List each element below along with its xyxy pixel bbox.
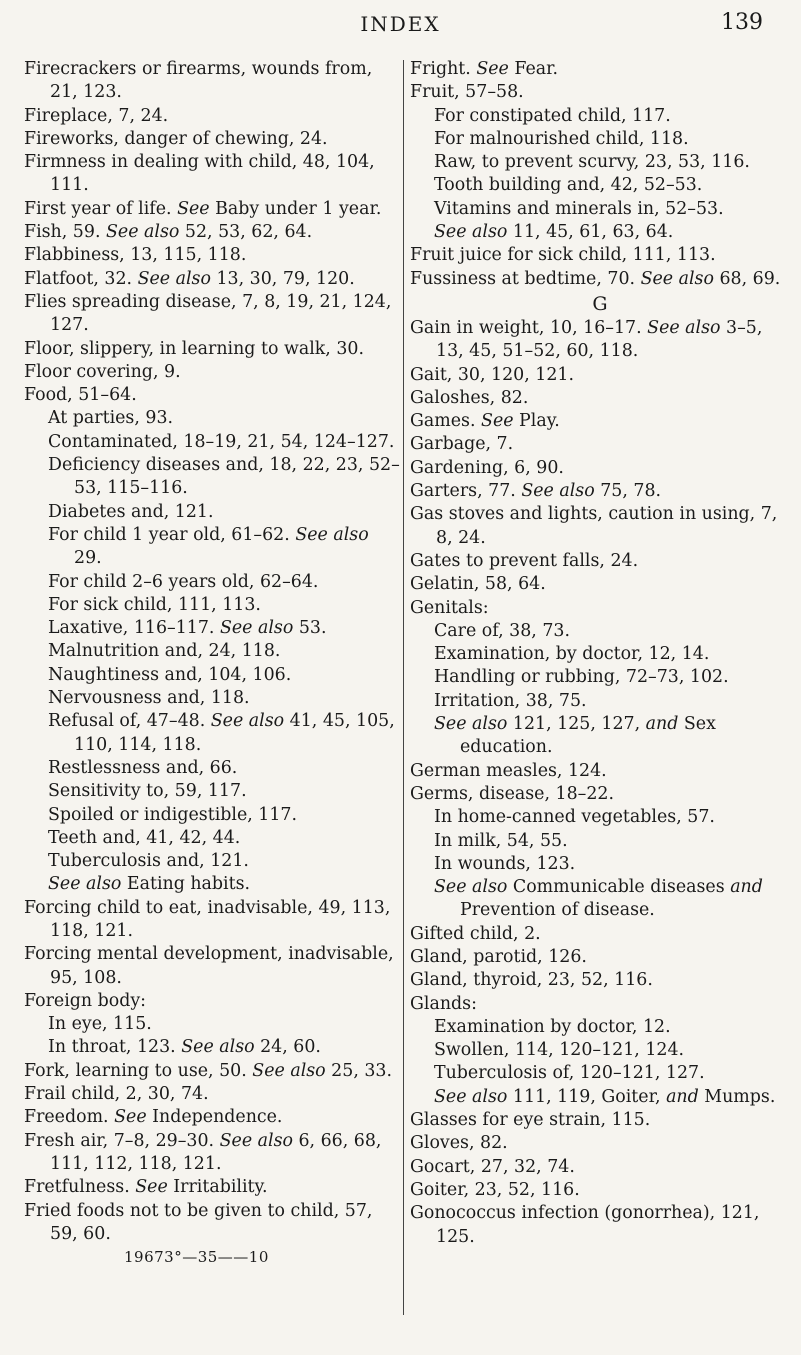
index-subentry: Examination by doctor, 12.	[434, 1016, 671, 1037]
index-subentry: In milk, 54, 55.	[434, 830, 568, 851]
index-entry: German measles, 124.	[410, 760, 607, 781]
running-head: INDEX	[360, 12, 441, 36]
index-subentry: Irritation, 38, 75.	[434, 690, 587, 711]
index-entry: Garters, 77. See also 75, 78.	[410, 481, 662, 502]
index-entry: Gonococcus infection (gonorrhea), 121, 125.	[410, 1203, 760, 1247]
page-number: 139	[721, 10, 763, 35]
index-subentry: Swollen, 114, 120–121, 124.	[434, 1040, 685, 1061]
index-subentry: Laxative, 116–117. See also 53.	[48, 618, 327, 639]
index-subentry: In throat, 123. See also 24, 60.	[48, 1037, 321, 1058]
index-subentry: Malnutrition and, 24, 118.	[48, 641, 281, 662]
index-subentry: Deficiency diseases and, 18, 22, 23, 52–53, 115–116.	[48, 455, 400, 499]
index-entry: Flies spreading disease, 7, 8, 19, 21, 124, 127.	[24, 291, 392, 336]
index-subentry: For malnourished child, 118.	[434, 128, 689, 149]
index-subentry: See also Communicable diseases and Prevention of disease.	[434, 877, 763, 921]
index-entry: Freedom. See Independence.	[24, 1107, 283, 1128]
index-subentry: Raw, to prevent scurvy, 23, 53, 116.	[434, 152, 750, 173]
index-entry: Glands:	[410, 993, 477, 1014]
index-entry: Gait, 30, 120, 121.	[410, 364, 575, 385]
index-subentry: In home-canned vegetables, 57.	[434, 807, 715, 828]
index-entry: Games. See Play.	[410, 411, 560, 432]
index-subentry: For sick child, 111, 113.	[48, 594, 261, 615]
index-entry: Firmness in dealing with child, 48, 104, 111.	[24, 152, 375, 196]
index-subentry: Tooth building and, 42, 52–53.	[434, 175, 703, 196]
index-subentry: Vitamins and minerals in, 52–53.	[434, 198, 724, 219]
index-entry: Genitals:	[410, 597, 489, 618]
index-subentry: Tuberculosis and, 121.	[48, 851, 249, 872]
index-entry: Galoshes, 82.	[410, 387, 529, 408]
index-subentry: Examination, by doctor, 12, 14.	[434, 644, 710, 665]
index-entry: Fireplace, 7, 24.	[24, 105, 169, 126]
page-header	[0, 8, 801, 42]
index-subentry: In wounds, 123.	[434, 853, 576, 874]
index-entry: Gas stoves and lights, caution in using, 7, 8, 24.	[410, 504, 778, 548]
page-footer-code: 19673°—35——10	[124, 1248, 269, 1267]
index-entry: Fright. See Fear.	[410, 59, 559, 79]
index-subentry: At parties, 93.	[48, 408, 174, 429]
index-subentry: See also Eating habits.	[48, 874, 251, 895]
index-entry: Glasses for eye strain, 115.	[410, 1110, 651, 1131]
index-subentry: Care of, 38, 73.	[434, 620, 570, 641]
index-entry: Forcing mental development, inadvisable, 95, 108.	[24, 944, 394, 988]
index-entry: Firecrackers or firearms, wounds from, 21, 123.	[24, 59, 373, 103]
index-entry: Gain in weight, 10, 16–17. See also 3–5, 13, 45, 51–52, 60, 118.	[410, 317, 763, 362]
index-subentry: Handling or rubbing, 72–73, 102.	[434, 667, 729, 688]
index-entry: Gardening, 6, 90.	[410, 457, 564, 478]
index-entry: Foreign body:	[24, 990, 147, 1011]
index-entry: Food, 51–64.	[24, 385, 137, 406]
index-subentry: Nervousness and, 118.	[48, 688, 250, 709]
index-entry: Fretfulness. See Irritability.	[24, 1177, 268, 1198]
index-subentry: Naughtiness and, 104, 106.	[48, 664, 292, 685]
index-entry: Gates to prevent falls, 24.	[410, 550, 639, 571]
index-subentry: In eye, 115.	[48, 1014, 152, 1035]
index-subentry: See also 111, 119, Goiter, and Mumps.	[434, 1086, 776, 1107]
index-subentry: See also 121, 125, 127, and Sex education.	[434, 714, 716, 758]
index-entry: Fussiness at bedtime, 70. See also 68, 69.	[410, 268, 781, 289]
index-subentry: For constipated child, 117.	[434, 105, 671, 126]
index-entry: Gland, parotid, 126.	[410, 946, 587, 967]
index-entry: Forcing child to eat, inadvisable, 49, 113, 118, 121.	[24, 897, 391, 941]
index-column-left	[24, 58, 400, 1269]
index-subentry: Diabetes and, 121.	[48, 501, 214, 522]
index-entry: Fruit juice for sick child, 111, 113.	[410, 245, 716, 266]
index-subentry: Sensitivity to, 59, 117.	[48, 781, 247, 802]
index-entry: Fried foods not to be given to child, 57, 59, 60.	[24, 1200, 373, 1244]
index-column-right	[410, 58, 790, 1249]
index-subentry: Refusal of, 47–48. See also 41, 45, 105, 110, 114, 118.	[48, 711, 395, 755]
index-entry: Fish, 59. See also 52, 53, 62, 64.	[24, 222, 313, 243]
index-entry: Floor covering, 9.	[24, 361, 181, 382]
index-entry: First year of life. See Baby under 1 year.	[24, 198, 382, 219]
index-subentry: For child 1 year old, 61–62. See also 29.	[48, 524, 369, 569]
index-entry: Frail child, 2, 30, 74.	[24, 1084, 209, 1105]
index-subentry: Restlessness and, 66.	[48, 757, 238, 778]
index-entry: Fireworks, danger of chewing, 24.	[24, 128, 328, 149]
index-entry: Gland, thyroid, 23, 52, 116.	[410, 970, 653, 991]
column-divider	[403, 60, 404, 1315]
section-letter: G	[592, 292, 608, 315]
index-entry: Garbage, 7.	[410, 434, 514, 455]
index-entry: Germs, disease, 18–22.	[410, 783, 615, 804]
index-entry: Goiter, 23, 52, 116.	[410, 1179, 580, 1200]
index-entry: Gifted child, 2.	[410, 923, 541, 944]
index-entry: Fork, learning to use, 50. See also 25, 33.	[24, 1060, 393, 1081]
index-subentry: Teeth and, 41, 42, 44.	[48, 827, 241, 848]
index-entry: Flabbiness, 13, 115, 118.	[24, 245, 247, 266]
index-entry: Fruit, 57–58.	[410, 82, 524, 103]
index-entry: Fresh air, 7–8, 29–30. See also 6, 66, 68, 111, 112, 118, 121.	[24, 1130, 382, 1174]
index-subentry: See also 11, 45, 61, 63, 64.	[434, 222, 674, 243]
index-subentry: Spoiled or indigestible, 117.	[48, 804, 298, 825]
index-subentry: For child 2–6 years old, 62–64.	[48, 571, 319, 592]
index-subentry: Tuberculosis of, 120–121, 127.	[434, 1063, 705, 1084]
index-entry: Floor, slippery, in learning to walk, 30.	[24, 338, 365, 359]
index-entry: Gloves, 82.	[410, 1133, 508, 1154]
index-entry: Flatfoot, 32. See also 13, 30, 79, 120.	[24, 268, 355, 289]
index-subentry: Contaminated, 18–19, 21, 54, 124–127.	[48, 431, 395, 452]
index-entry: Gelatin, 58, 64.	[410, 574, 546, 595]
index-entry: Gocart, 27, 32, 74.	[410, 1156, 575, 1177]
